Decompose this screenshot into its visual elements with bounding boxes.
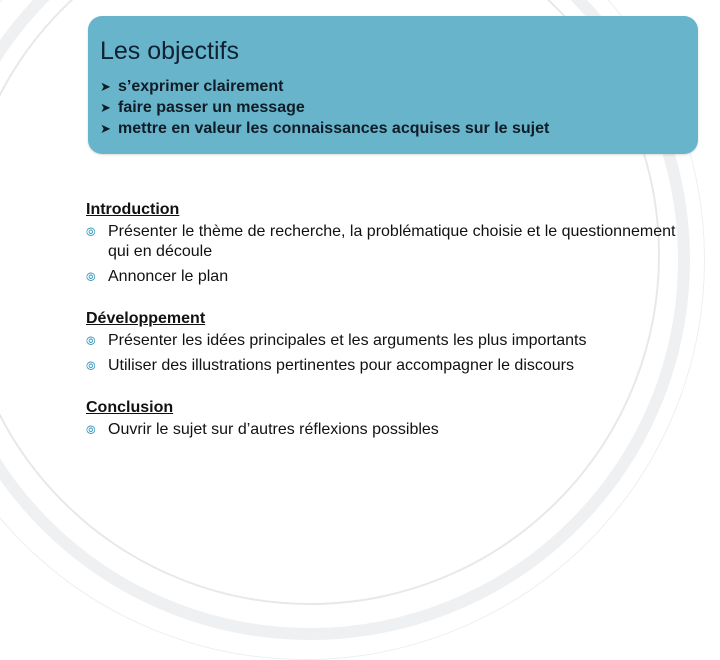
objective-item [100,76,698,97]
list-item [86,420,686,440]
list-item-text: Ouvrir le sujet sur d’autres réflexions possibles [108,421,439,438]
objective-item [100,97,698,118]
list-item-text: Annoncer le plan [108,268,229,285]
section-heading: Introduction [86,201,180,218]
section-heading: Conclusion [86,399,174,416]
presentation-outline [86,200,686,462]
list-item [86,356,686,376]
objectives-title: Les objectifs [100,37,239,65]
arrow-bullet-icon: ➤ [100,100,111,115]
objectives-box [88,16,698,154]
objective-text: faire passer un message [118,99,305,116]
section-introduction [86,200,686,287]
bullet-list [86,222,686,287]
circle-bullet-icon: ⦾ [86,423,96,437]
circle-bullet-icon: ⦾ [86,225,96,239]
objective-item [100,118,698,139]
circle-bullet-icon: ⦾ [86,359,96,373]
objective-text: mettre en valeur les connaissances acquises sur le sujet [118,120,550,137]
section-heading: Développement [86,310,206,327]
list-item-text: Présenter les idées principales et les arguments les plus importants [108,332,587,349]
bullet-list [86,331,686,376]
bullet-list [86,420,686,440]
section-developpement [86,309,686,376]
objective-text: s’exprimer clairement [118,78,284,95]
objectives-list [100,76,698,139]
list-item-text: Présenter le thème de recherche, la problématique choisie et le questionnement qui en découle [108,223,676,260]
circle-bullet-icon: ⦾ [86,334,96,348]
circle-bullet-icon: ⦾ [86,270,96,284]
list-item [86,331,686,351]
arrow-bullet-icon: ➤ [100,79,111,94]
list-item [86,222,686,262]
list-item [86,267,686,287]
list-item-text: Utiliser des illustrations pertinentes pour accompagner le discours [108,357,574,374]
arrow-bullet-icon: ➤ [100,121,111,136]
section-conclusion [86,398,686,440]
